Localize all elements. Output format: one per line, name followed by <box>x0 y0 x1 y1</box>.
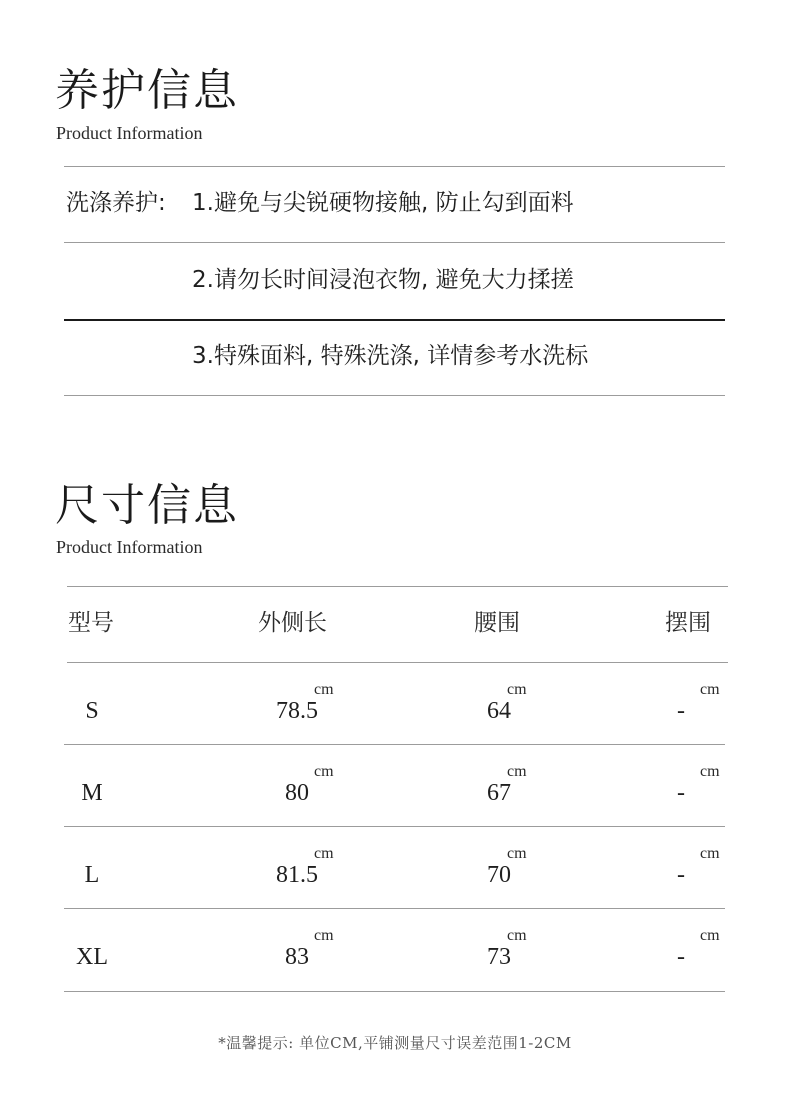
header-waist: 腰围 <box>474 610 520 636</box>
row-outer-length: 78.5 <box>276 698 318 724</box>
unit-label: cm <box>314 681 334 698</box>
care-item-3: 3.特殊面料, 特殊洗涤, 详情参考水洗标 <box>192 343 589 369</box>
row-hem: - <box>677 862 685 888</box>
unit-label: cm <box>314 927 334 944</box>
unit-label: cm <box>314 763 334 780</box>
row-waist: 70 <box>487 862 511 888</box>
row-waist: 64 <box>487 698 511 724</box>
row-divider <box>64 826 725 827</box>
unit-label: cm <box>507 763 527 780</box>
size-table-bottom-border <box>64 991 725 992</box>
care-divider-top <box>64 166 725 167</box>
row-hem: - <box>677 944 685 970</box>
size-table-header-divider <box>67 662 728 663</box>
size-title: 尺寸信息 <box>55 480 239 531</box>
unit-label: cm <box>700 845 720 862</box>
size-subtitle: Product Information <box>56 537 203 557</box>
header-outer-length: 外侧长 <box>258 610 327 636</box>
row-hem: - <box>677 698 685 724</box>
row-size-label: L <box>84 862 100 888</box>
row-waist: 67 <box>487 780 511 806</box>
unit-label: cm <box>700 763 720 780</box>
unit-label: cm <box>507 927 527 944</box>
row-outer-length: 80 <box>285 780 309 806</box>
care-divider-2 <box>64 319 725 321</box>
care-title: 养护信息 <box>55 65 239 116</box>
care-divider-1 <box>64 242 725 243</box>
care-label: 洗涤养护: <box>66 190 166 216</box>
unit-label: cm <box>507 845 527 862</box>
row-size-label: XL <box>76 944 108 970</box>
unit-label: cm <box>507 681 527 698</box>
size-table-top-border <box>67 586 728 587</box>
row-outer-length: 83 <box>285 944 309 970</box>
care-item-1: 1.避免与尖锐硬物接触, 防止勾到面料 <box>192 190 574 216</box>
unit-label: cm <box>700 927 720 944</box>
unit-label: cm <box>700 681 720 698</box>
row-hem: - <box>677 780 685 806</box>
header-size: 型号 <box>68 610 114 636</box>
row-divider <box>64 744 725 745</box>
row-waist: 73 <box>487 944 511 970</box>
header-hem: 摆围 <box>665 610 711 636</box>
row-size-label: S <box>85 698 99 724</box>
care-item-2: 2.请勿长时间浸泡衣物, 避免大力揉搓 <box>192 267 574 293</box>
unit-label: cm <box>314 845 334 862</box>
care-divider-bottom <box>64 395 725 396</box>
row-size-label: M <box>81 780 103 806</box>
row-divider <box>64 908 725 909</box>
care-subtitle: Product Information <box>56 123 203 143</box>
row-outer-length: 81.5 <box>276 862 318 888</box>
footnote: *温馨提示: 单位CM,平铺测量尺寸误差范围1-2CM <box>218 1034 572 1052</box>
